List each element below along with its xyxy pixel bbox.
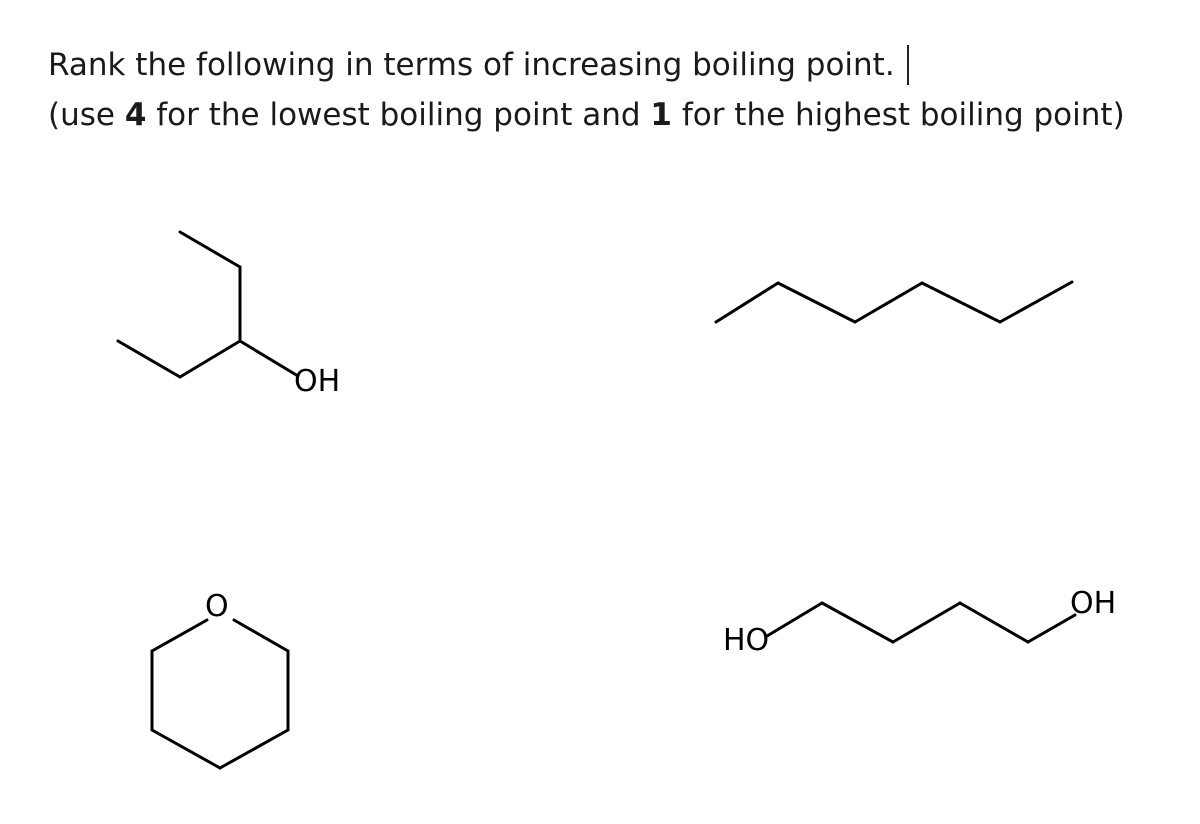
- lowest-rank-number: 4: [124, 97, 147, 133]
- bond: [893, 603, 960, 642]
- hydroxyl-label: OH: [294, 364, 341, 399]
- bond: [778, 283, 855, 322]
- bond: [152, 730, 220, 768]
- bond: [152, 620, 207, 651]
- bond: [822, 603, 893, 642]
- bond: [180, 341, 240, 377]
- bond: [767, 603, 822, 636]
- bond: [716, 283, 778, 322]
- bond: [118, 341, 180, 377]
- bond: [922, 283, 1000, 322]
- bond: [234, 620, 288, 651]
- bond: [1000, 282, 1072, 322]
- hydroxyl-label-right: OH: [1070, 586, 1117, 621]
- bond: [855, 283, 922, 322]
- question-text-2b: for the lowest boiling point and: [146, 97, 651, 133]
- molecule-branched-alcohol: [118, 232, 340, 399]
- oxygen-label: O: [205, 589, 229, 624]
- bond: [960, 603, 1028, 642]
- bond: [180, 232, 240, 267]
- question-text-2a: (use: [48, 97, 125, 133]
- bond: [220, 730, 288, 768]
- hydroxyl-label-left: HO: [723, 623, 770, 658]
- question-text-1: Rank the following in terms of increasing boiling point.: [48, 47, 895, 83]
- highest-rank-number: 1: [650, 97, 672, 133]
- molecule-oxane: [152, 589, 288, 768]
- question-text-2c: for the highest boiling point): [671, 97, 1125, 133]
- bond: [1028, 615, 1075, 642]
- bond: [240, 341, 298, 376]
- molecule-diol: [723, 586, 1116, 658]
- molecule-pentane: [716, 282, 1072, 322]
